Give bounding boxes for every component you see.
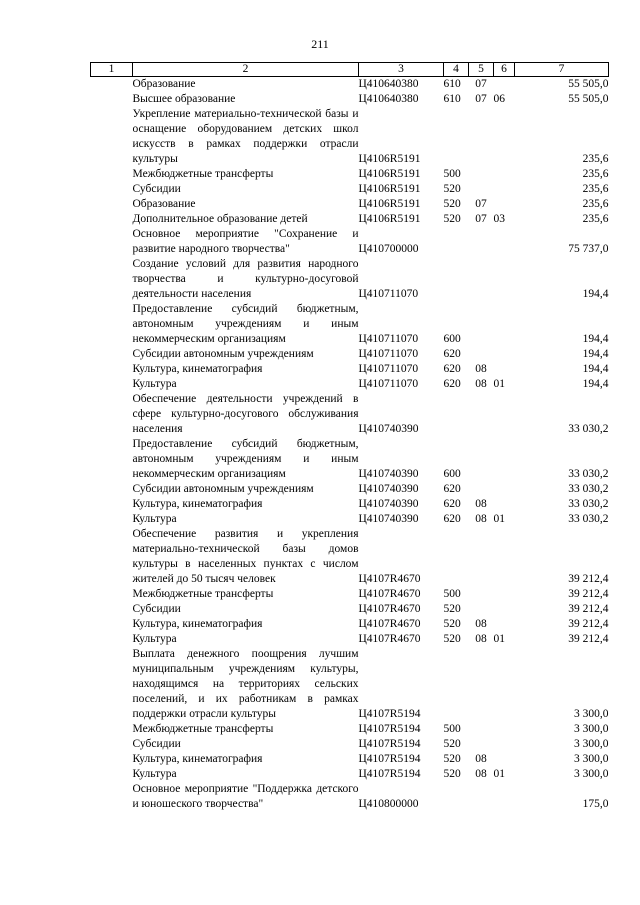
row-amount: 194,4 bbox=[582, 333, 609, 345]
row-subsection bbox=[494, 77, 515, 93]
row-section bbox=[469, 347, 494, 362]
row-target-code: Ц4106R5191 bbox=[358, 153, 421, 165]
row-target-code: Ц4106R5191 bbox=[358, 168, 421, 180]
row-expense-type: 520 bbox=[443, 618, 461, 630]
row-target-code: Ц4106R5191 bbox=[358, 213, 421, 225]
row-col-1 bbox=[91, 392, 133, 437]
table-row bbox=[91, 362, 609, 377]
row-section: 08 bbox=[475, 618, 487, 630]
row-section: 07 bbox=[475, 213, 487, 225]
row-target-code: Ц4107R4670 bbox=[358, 633, 421, 645]
row-section bbox=[469, 602, 494, 617]
row-expense-type: 500 bbox=[443, 723, 461, 735]
row-amount: 3 300,0 bbox=[574, 723, 609, 735]
row-amount: 235,6 bbox=[582, 213, 609, 225]
row-name: Обеспечение развития и укрепления материально-технической базы домов культуры в населенных пунктах с числом жителей до 50 тысяч человек bbox=[132, 528, 359, 585]
row-expense-type: 500 bbox=[443, 588, 461, 600]
table-row bbox=[91, 212, 609, 227]
row-subsection bbox=[494, 362, 515, 377]
table-row bbox=[91, 647, 609, 722]
row-target-code: Ц410800000 bbox=[358, 798, 419, 810]
row-amount: 194,4 bbox=[582, 288, 609, 300]
row-amount: 75 737,0 bbox=[568, 243, 609, 255]
row-col-1 bbox=[91, 752, 133, 767]
row-expense-type: 620 bbox=[443, 363, 461, 375]
row-section bbox=[469, 647, 494, 722]
row-section: 07 bbox=[475, 78, 487, 90]
table-row bbox=[91, 107, 609, 167]
row-expense-type: 610 bbox=[443, 78, 461, 90]
row-expense-type: 520 bbox=[443, 768, 461, 780]
row-col-1 bbox=[91, 167, 133, 182]
table-row bbox=[91, 722, 609, 737]
row-expense-type: 620 bbox=[443, 483, 461, 495]
header-row bbox=[91, 63, 609, 77]
row-col-1 bbox=[91, 182, 133, 197]
row-expense-type bbox=[444, 257, 469, 302]
row-subsection: 06 bbox=[493, 93, 505, 105]
row-expense-type: 600 bbox=[443, 333, 461, 345]
row-amount: 39 212,4 bbox=[568, 603, 609, 615]
row-target-code: Ц4107R5194 bbox=[358, 738, 421, 750]
header-col-4: 4 bbox=[444, 63, 469, 77]
row-col-1 bbox=[91, 212, 133, 227]
row-name: Основное мероприятие "Сохранение и развитие народного творчества" bbox=[132, 228, 359, 255]
row-amount: 235,6 bbox=[582, 168, 609, 180]
row-subsection: 01 bbox=[493, 378, 505, 390]
row-name: Субсидии автономным учреждениям bbox=[132, 483, 314, 495]
row-amount: 194,4 bbox=[582, 363, 609, 375]
row-section bbox=[469, 737, 494, 752]
row-amount: 33 030,2 bbox=[568, 483, 609, 495]
row-amount: 194,4 bbox=[582, 348, 609, 360]
row-target-code: Ц4107R5194 bbox=[358, 723, 421, 735]
table-row bbox=[91, 602, 609, 617]
row-name: Высшее образование bbox=[132, 93, 236, 105]
table-row bbox=[91, 77, 609, 93]
row-target-code: Ц410711070 bbox=[358, 348, 419, 360]
row-col-1 bbox=[91, 347, 133, 362]
row-name: Культура bbox=[132, 378, 177, 390]
row-col-1 bbox=[91, 602, 133, 617]
row-expense-type bbox=[444, 782, 469, 812]
row-subsection: 01 bbox=[493, 513, 505, 525]
row-amount: 194,4 bbox=[582, 378, 609, 390]
row-name: Субсидии bbox=[132, 738, 181, 750]
row-section: 08 bbox=[475, 363, 487, 375]
row-col-1 bbox=[91, 737, 133, 752]
row-expense-type bbox=[444, 392, 469, 437]
row-name: Субсидии bbox=[132, 183, 181, 195]
row-col-1 bbox=[91, 632, 133, 647]
row-section bbox=[469, 257, 494, 302]
row-name: Культура, кинематография bbox=[132, 498, 263, 510]
table-row bbox=[91, 437, 609, 482]
row-section bbox=[469, 167, 494, 182]
row-expense-type: 620 bbox=[443, 378, 461, 390]
page-number: 211 bbox=[311, 37, 329, 51]
row-subsection bbox=[494, 227, 515, 257]
row-section bbox=[469, 437, 494, 482]
table-row bbox=[91, 257, 609, 302]
table-row bbox=[91, 752, 609, 767]
row-col-1 bbox=[91, 722, 133, 737]
row-section bbox=[469, 482, 494, 497]
table-row bbox=[91, 617, 609, 632]
row-expense-type bbox=[444, 527, 469, 587]
table-row bbox=[91, 632, 609, 647]
row-section: 07 bbox=[475, 93, 487, 105]
row-amount: 3 300,0 bbox=[574, 738, 609, 750]
table-row bbox=[91, 527, 609, 587]
row-amount: 39 212,4 bbox=[568, 573, 609, 585]
table-row bbox=[91, 497, 609, 512]
row-target-code: Ц4107R5194 bbox=[358, 708, 421, 720]
row-target-code: Ц410640380 bbox=[358, 93, 419, 105]
row-section bbox=[469, 227, 494, 257]
row-col-1 bbox=[91, 92, 133, 107]
row-subsection bbox=[494, 182, 515, 197]
header-col-6: 6 bbox=[494, 63, 515, 77]
row-expense-type: 520 bbox=[443, 603, 461, 615]
row-section: 08 bbox=[475, 378, 487, 390]
row-target-code: Ц410711070 bbox=[358, 333, 419, 345]
row-expense-type: 520 bbox=[443, 633, 461, 645]
row-col-1 bbox=[91, 617, 133, 632]
row-section: 08 bbox=[475, 753, 487, 765]
table-body bbox=[91, 77, 609, 813]
row-col-1 bbox=[91, 482, 133, 497]
header-col-1: 1 bbox=[91, 63, 133, 77]
row-expense-type bbox=[444, 227, 469, 257]
row-amount: 33 030,2 bbox=[568, 468, 609, 480]
row-name: Культура, кинематография bbox=[132, 753, 263, 765]
row-col-1 bbox=[91, 227, 133, 257]
row-target-code: Ц410740390 bbox=[358, 513, 419, 525]
row-subsection bbox=[494, 722, 515, 737]
row-subsection bbox=[494, 737, 515, 752]
row-section bbox=[469, 782, 494, 812]
table-row bbox=[91, 197, 609, 212]
row-col-1 bbox=[91, 782, 133, 812]
row-section bbox=[469, 107, 494, 167]
header-col-3: 3 bbox=[359, 63, 444, 77]
row-target-code: Ц4107R4670 bbox=[358, 603, 421, 615]
row-amount: 3 300,0 bbox=[574, 753, 609, 765]
row-amount: 235,6 bbox=[582, 198, 609, 210]
row-amount: 55 505,0 bbox=[568, 93, 609, 105]
table-row bbox=[91, 482, 609, 497]
row-expense-type: 610 bbox=[443, 93, 461, 105]
row-name: Предоставление субсидий бюджетным, автономным учреждениям и иным некоммерческим организациям bbox=[132, 303, 359, 345]
row-subsection bbox=[494, 782, 515, 812]
row-name: Обеспечение деятельности учреждений в сфере культурно-досугового обслуживания населения bbox=[132, 393, 359, 435]
row-col-1 bbox=[91, 107, 133, 167]
table-row bbox=[91, 587, 609, 602]
row-amount: 39 212,4 bbox=[568, 588, 609, 600]
row-section bbox=[469, 302, 494, 347]
row-col-1 bbox=[91, 377, 133, 392]
row-target-code: Ц4107R4670 bbox=[358, 588, 421, 600]
row-subsection bbox=[494, 167, 515, 182]
row-name: Межбюджетные трансферты bbox=[132, 588, 274, 600]
row-subsection bbox=[494, 752, 515, 767]
row-subsection bbox=[494, 302, 515, 347]
row-amount: 175,0 bbox=[582, 798, 609, 810]
row-section: 08 bbox=[475, 633, 487, 645]
row-target-code: Ц4106R5191 bbox=[358, 183, 421, 195]
table-row bbox=[91, 347, 609, 362]
row-section: 08 bbox=[475, 768, 487, 780]
row-name: Основное мероприятие "Поддержка детского и юношеского творчества" bbox=[132, 783, 359, 810]
row-name: Субсидии автономным учреждениям bbox=[132, 348, 314, 360]
row-target-code: Ц410740390 bbox=[358, 468, 419, 480]
table-header bbox=[91, 63, 609, 77]
row-target-code: Ц410740390 bbox=[358, 498, 419, 510]
row-amount: 33 030,2 bbox=[568, 513, 609, 525]
row-name: Предоставление субсидий бюджетным, автономным учреждениям и иным некоммерческим организациям bbox=[132, 438, 359, 480]
row-subsection bbox=[494, 602, 515, 617]
row-amount: 39 212,4 bbox=[568, 633, 609, 645]
row-col-1 bbox=[91, 437, 133, 482]
row-col-1 bbox=[91, 512, 133, 527]
row-name: Межбюджетные трансферты bbox=[132, 723, 274, 735]
table-row bbox=[91, 737, 609, 752]
row-subsection bbox=[494, 437, 515, 482]
row-col-1 bbox=[91, 497, 133, 512]
row-subsection bbox=[494, 497, 515, 512]
row-subsection: 01 bbox=[493, 768, 505, 780]
row-amount: 39 212,4 bbox=[568, 618, 609, 630]
row-expense-type: 620 bbox=[443, 348, 461, 360]
table-row bbox=[91, 767, 609, 782]
row-expense-type bbox=[444, 107, 469, 167]
header-col-2: 2 bbox=[133, 63, 359, 77]
row-col-1 bbox=[91, 257, 133, 302]
row-subsection bbox=[494, 392, 515, 437]
row-amount: 33 030,2 bbox=[568, 423, 609, 435]
row-section bbox=[469, 392, 494, 437]
row-expense-type: 520 bbox=[443, 753, 461, 765]
row-name: Укрепление материально-технической базы и оснащение оборудованием детских школ искусств в рамках поддержки отрасли культуры bbox=[132, 108, 359, 165]
row-expense-type: 520 bbox=[443, 738, 461, 750]
row-subsection bbox=[494, 107, 515, 167]
row-expense-type: 520 bbox=[443, 198, 461, 210]
row-expense-type bbox=[444, 647, 469, 722]
row-amount: 235,6 bbox=[582, 183, 609, 195]
row-name: Образование bbox=[132, 198, 196, 210]
row-col-1 bbox=[91, 302, 133, 347]
row-col-1 bbox=[91, 767, 133, 782]
row-name: Культура, кинематография bbox=[132, 618, 263, 630]
row-subsection bbox=[494, 647, 515, 722]
row-target-code: Ц410711070 bbox=[358, 363, 419, 375]
row-target-code: Ц4107R4670 bbox=[358, 618, 421, 630]
row-section: 07 bbox=[475, 198, 487, 210]
row-col-1 bbox=[91, 77, 133, 93]
row-section: 08 bbox=[475, 513, 487, 525]
row-amount: 3 300,0 bbox=[574, 768, 609, 780]
row-name: Дополнительное образование детей bbox=[132, 213, 308, 225]
row-subsection: 03 bbox=[493, 213, 505, 225]
table-row bbox=[91, 182, 609, 197]
row-name: Культура, кинематография bbox=[132, 363, 263, 375]
row-name: Создание условий для развития народного творчества и культурно-досуговой деятельности населения bbox=[132, 258, 359, 300]
row-target-code: Ц410711070 bbox=[358, 378, 419, 390]
row-name: Выплата денежного поощрения лучшим муниципальным учреждениям культуры, находящимся на территориях сельских поселений, и их работникам в рамках поддержки отрасли культуры bbox=[132, 648, 359, 720]
table-row bbox=[91, 167, 609, 182]
row-col-1 bbox=[91, 587, 133, 602]
row-expense-type: 520 bbox=[443, 183, 461, 195]
row-name: Субсидии bbox=[132, 603, 181, 615]
table-row bbox=[91, 782, 609, 812]
row-amount: 3 300,0 bbox=[574, 708, 609, 720]
row-expense-type: 620 bbox=[443, 498, 461, 510]
row-target-code: Ц4107R4670 bbox=[358, 573, 421, 585]
row-name: Культура bbox=[132, 633, 177, 645]
row-name: Культура bbox=[132, 768, 177, 780]
row-target-code: Ц410700000 bbox=[358, 243, 419, 255]
header-col-7: 7 bbox=[515, 63, 609, 77]
table-row bbox=[91, 512, 609, 527]
row-target-code: Ц410740390 bbox=[358, 423, 419, 435]
row-name: Межбюджетные трансферты bbox=[132, 168, 274, 180]
row-col-1 bbox=[91, 527, 133, 587]
row-section: 08 bbox=[475, 498, 487, 510]
row-target-code: Ц4107R5194 bbox=[358, 753, 421, 765]
row-section bbox=[469, 527, 494, 587]
table-row bbox=[91, 392, 609, 437]
row-target-code: Ц410740390 bbox=[358, 483, 419, 495]
row-name: Образование bbox=[132, 78, 196, 90]
row-target-code: Ц410711070 bbox=[358, 288, 419, 300]
row-amount: 55 505,0 bbox=[568, 78, 609, 90]
row-expense-type: 620 bbox=[443, 513, 461, 525]
row-expense-type: 500 bbox=[443, 168, 461, 180]
table-row bbox=[91, 92, 609, 107]
row-subsection: 01 bbox=[493, 633, 505, 645]
table-row bbox=[91, 302, 609, 347]
row-subsection bbox=[494, 617, 515, 632]
row-col-1 bbox=[91, 362, 133, 377]
row-target-code: Ц4107R5194 bbox=[358, 768, 421, 780]
row-section bbox=[469, 722, 494, 737]
row-expense-type: 600 bbox=[443, 468, 461, 480]
row-amount: 235,6 bbox=[582, 153, 609, 165]
row-section bbox=[469, 182, 494, 197]
row-section bbox=[469, 587, 494, 602]
row-subsection bbox=[494, 347, 515, 362]
header-col-5: 5 bbox=[469, 63, 494, 77]
row-subsection bbox=[494, 587, 515, 602]
row-col-1 bbox=[91, 197, 133, 212]
table-row bbox=[91, 377, 609, 392]
row-subsection bbox=[494, 527, 515, 587]
row-subsection bbox=[494, 197, 515, 212]
row-expense-type: 520 bbox=[443, 213, 461, 225]
row-subsection bbox=[494, 257, 515, 302]
row-subsection bbox=[494, 482, 515, 497]
budget-table bbox=[90, 62, 609, 812]
row-target-code: Ц4106R5191 bbox=[358, 198, 421, 210]
row-name: Культура bbox=[132, 513, 177, 525]
row-target-code: Ц410640380 bbox=[358, 78, 419, 90]
table-row bbox=[91, 227, 609, 257]
row-amount: 33 030,2 bbox=[568, 498, 609, 510]
row-col-1 bbox=[91, 647, 133, 722]
